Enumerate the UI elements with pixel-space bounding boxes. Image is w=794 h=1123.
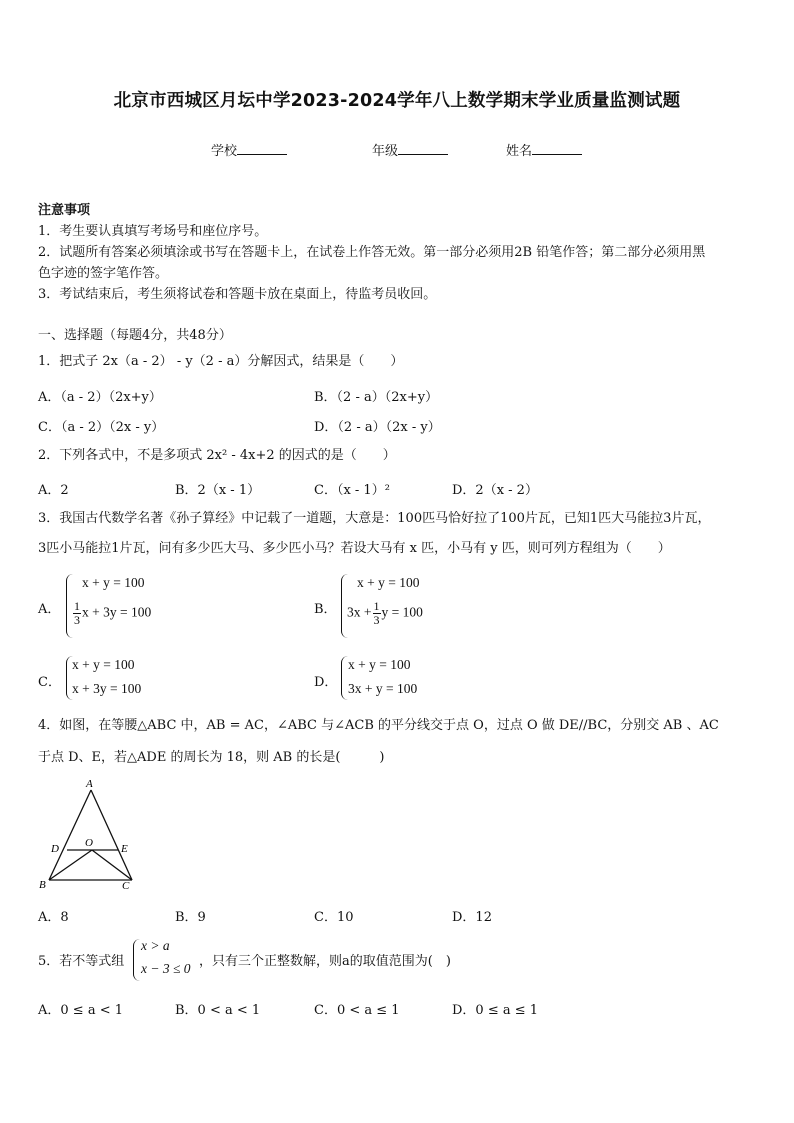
q1-stem: 1．把式子 2x（a - 2） - y（2 - a）分解因式，结果是（ ） bbox=[38, 354, 404, 369]
school-field[interactable] bbox=[211, 140, 287, 159]
notes-heading: 注意事项 bbox=[38, 203, 91, 218]
vertex-label-a: A bbox=[86, 778, 93, 790]
q3-stem-line-1: 3．我国古代数学名著《孙子算经》中记载了一道题，大意是：100匹马恰好拉了100片瓦，已知1匹大马能拉3片瓦， bbox=[38, 511, 711, 526]
q2-stem: 2．下列各式中，不是多项式 2x² - 4x+2 的因式的是（ ） bbox=[38, 448, 396, 463]
notes-item-2-cont: 色字迹的签字笔作答。 bbox=[38, 266, 169, 281]
name-field[interactable] bbox=[506, 140, 582, 159]
q5-option-c[interactable]: C．0 < a ≤ 1 bbox=[314, 1003, 400, 1018]
q4-stem-line-2: 于点 D、E，若△ADE 的周长为 18，则 AB 的长是( ) bbox=[38, 750, 385, 765]
q3-d-brace bbox=[341, 656, 348, 700]
vertex-label-d: D bbox=[51, 843, 59, 855]
vertex-label-c: C bbox=[122, 880, 130, 892]
q3-a-eq1: x + y = 100 bbox=[82, 575, 145, 590]
q3-a-fraction: $\frac{1}{3}$ bbox=[74, 599, 80, 627]
q3-b-fraction: $\frac{1}{3}$ bbox=[373, 599, 380, 627]
q3-b-eq1: x + y = 100 bbox=[357, 575, 420, 590]
q5-brace bbox=[133, 939, 140, 981]
q3-option-b-label[interactable]: B． bbox=[314, 602, 337, 617]
q5-option-d[interactable]: D．0 ≤ a ≤ 1 bbox=[452, 1003, 539, 1018]
q3-d-eq2: 3x + y = 100 bbox=[348, 681, 418, 696]
grade-label: 年级 bbox=[372, 144, 399, 159]
q5-option-a[interactable]: A．0 ≤ a < 1 bbox=[38, 1003, 123, 1018]
name-label: 姓名 bbox=[506, 144, 533, 159]
q1-option-c[interactable]: C．（a - 2）（2x - y） bbox=[38, 420, 165, 435]
q5-option-b[interactable]: B．0 < a < 1 bbox=[175, 1003, 261, 1018]
page-title: 北京市西城区月坛中学2023-2024学年八上数学期末学业质量监测试题 bbox=[113, 91, 681, 111]
notes-item-1: 1．考生要认真填写考场号和座位序号。 bbox=[38, 224, 268, 239]
notes-item-2: 2．试题所有答案必须填涂或书写在答题卡上，在试卷上作答无效。第一部分必须用2B 铅笔作答；第二部分必须用黑 bbox=[38, 245, 706, 260]
q5-ineq-1: x > a bbox=[141, 938, 170, 953]
q3-option-a-label[interactable]: A． bbox=[38, 602, 61, 617]
q3-c-eq2: x + 3y = 100 bbox=[72, 681, 142, 696]
q5-ineq-2: x − 3 ≤ 0 bbox=[141, 961, 191, 976]
q4-stem-line-1: 4．如图，在等腰△ABC 中，AB = AC，∠ABC 与∠ACB 的平分线交于点 O，过点 O 做 DE//BC，分别交 AB 、AC bbox=[38, 718, 719, 733]
section-heading: 一、选择题（每题4分，共48分） bbox=[38, 328, 232, 343]
q1-option-b[interactable]: B．（2 - a）（2x+y） bbox=[314, 390, 439, 405]
grade-blank[interactable] bbox=[398, 142, 448, 155]
q5-stem-pre: 5．若不等式组 bbox=[38, 954, 125, 969]
q3-stem-line-2: 3匹小马能拉1片瓦，问有多少匹大马、多少匹小马？若设大马有 x 匹，小马有 y 匹，则可列方程组为（ ） bbox=[38, 541, 671, 556]
school-blank[interactable] bbox=[237, 142, 287, 155]
name-blank[interactable] bbox=[532, 142, 582, 155]
q2-option-d[interactable]: D．2（x - 2） bbox=[452, 483, 538, 498]
vertex-label-b: B bbox=[39, 879, 46, 891]
q4-option-d[interactable]: D．12 bbox=[452, 910, 492, 925]
vertex-label-o: O bbox=[85, 837, 93, 849]
q2-option-b[interactable]: B．2（x - 1） bbox=[175, 483, 261, 498]
q3-option-d-label[interactable]: D． bbox=[314, 675, 338, 690]
q3-a-eq2: $\frac{1}{3}$ x + 3y = 100 bbox=[74, 599, 152, 627]
q3-b-eq2: 3x + $\frac{1}{3}$ y = 100 bbox=[347, 599, 423, 627]
notes-item-3: 3．考试结束后，考生须将试卷和答题卡放在桌面上，待监考员收回。 bbox=[38, 287, 437, 302]
q4-option-c[interactable]: C．10 bbox=[314, 910, 354, 925]
vertex-label-e: E bbox=[121, 843, 128, 855]
q4-option-a[interactable]: A．8 bbox=[38, 910, 69, 925]
q3-c-eq1: x + y = 100 bbox=[72, 657, 135, 672]
q1-option-a[interactable]: A．（a - 2）（2x+y） bbox=[38, 390, 162, 405]
q2-option-a[interactable]: A．2 bbox=[38, 483, 69, 498]
school-label: 学校 bbox=[211, 144, 238, 159]
triangle-figure bbox=[36, 776, 140, 896]
q1-option-d[interactable]: D．（2 - a）（2x - y） bbox=[314, 420, 441, 435]
q3-option-c-label[interactable]: C． bbox=[38, 675, 61, 690]
q4-option-b[interactable]: B．9 bbox=[175, 910, 206, 925]
q2-option-c[interactable]: C．（x - 1）² bbox=[314, 483, 390, 498]
q3-d-eq1: x + y = 100 bbox=[348, 657, 411, 672]
grade-field[interactable] bbox=[372, 140, 448, 159]
q5-stem-post: ，只有三个正整数解，则a的取值范围为( ) bbox=[199, 954, 451, 969]
